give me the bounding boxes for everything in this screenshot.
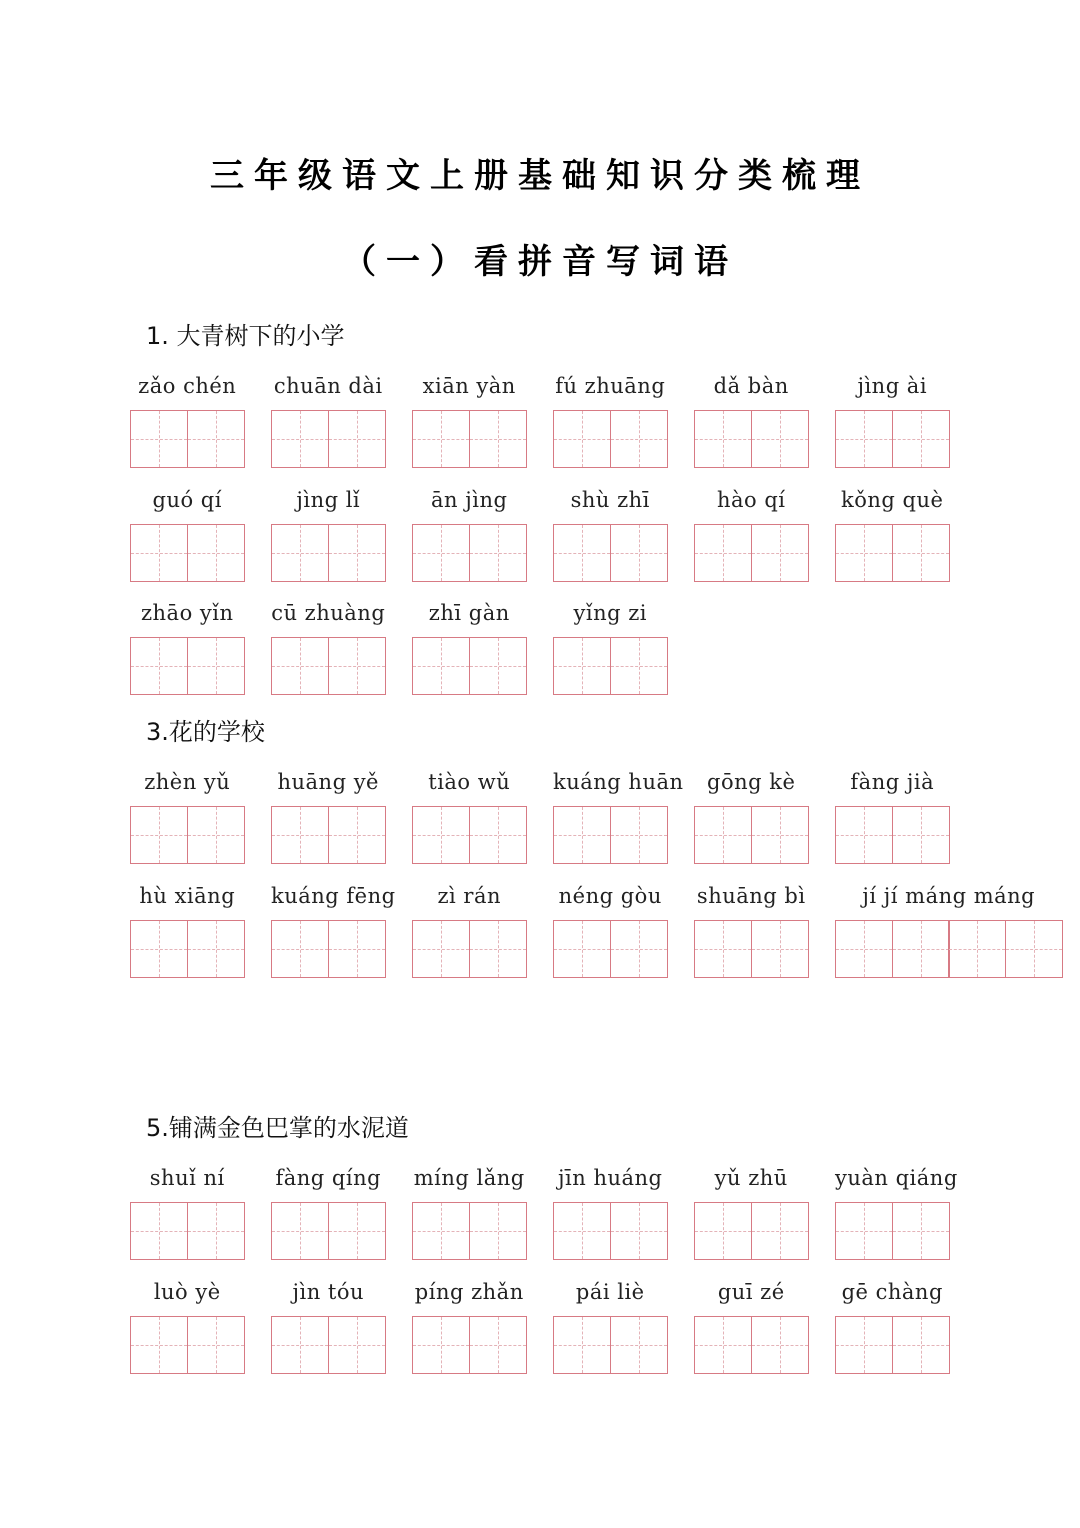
tianzige-cell[interactable] (892, 410, 950, 468)
tianzige-cell[interactable] (835, 410, 893, 468)
pinyin-label: zǎo chén (138, 374, 237, 398)
writing-grid (694, 806, 807, 864)
writing-grid (130, 1316, 243, 1374)
writing-grid (130, 806, 243, 864)
tianzige-cell[interactable] (553, 1202, 611, 1260)
pinyin-label: shuāng bì (696, 884, 806, 908)
tianzige-cell[interactable] (130, 806, 188, 864)
writing-grid (835, 806, 948, 864)
pinyin-label: míng lǎng (413, 1166, 525, 1190)
writing-grid (553, 806, 666, 864)
section-heading: 3.花的学校 (146, 718, 265, 746)
tianzige-cell[interactable] (412, 524, 470, 582)
writing-grid (553, 410, 666, 468)
tianzige-cell[interactable] (187, 524, 245, 582)
tianzige-cell[interactable] (328, 410, 386, 468)
pinyin-label: jīn huáng (558, 1166, 663, 1190)
writing-grid (271, 637, 384, 695)
writing-grid (412, 920, 525, 978)
pinyin-label: zhāo yǐn (140, 601, 234, 625)
writing-grid (271, 920, 384, 978)
pinyin-label: kuáng huān (553, 770, 684, 794)
pinyin-label: zhèn yǔ (144, 770, 231, 794)
writing-grid (271, 1316, 384, 1374)
pinyin-label: xiān yàn (422, 374, 516, 398)
tianzige-cell[interactable] (553, 1316, 611, 1374)
tianzige-cell[interactable] (610, 410, 668, 468)
tianzige-cell[interactable] (751, 524, 809, 582)
pinyin-label: yuàn qiáng (835, 1166, 958, 1190)
writing-grid (412, 524, 525, 582)
tianzige-cell[interactable] (553, 806, 611, 864)
writing-grid (694, 524, 807, 582)
tianzige-cell[interactable] (469, 1316, 527, 1374)
pinyin-label: jìng ài (857, 374, 928, 398)
pinyin-label: zì rán (437, 884, 502, 908)
pinyin-label: tiào wǔ (428, 770, 511, 794)
tianzige-cell[interactable] (694, 524, 752, 582)
writing-grid (271, 1202, 384, 1260)
tianzige-cell[interactable] (610, 524, 668, 582)
pinyin-label: ān jìng (431, 488, 508, 512)
tianzige-cell[interactable] (130, 920, 188, 978)
pinyin-label: kǒng què (841, 488, 944, 512)
pinyin-label: cū zhuàng (271, 601, 386, 625)
tianzige-cell[interactable] (694, 806, 752, 864)
pinyin-label: yǔ zhū (714, 1166, 788, 1190)
tianzige-cell[interactable] (412, 1202, 470, 1260)
pinyin-label: chuān dài (273, 374, 383, 398)
pinyin-label: guó qí (152, 488, 222, 512)
page-title: 三年级语文上册基础知识分类梳理 (210, 156, 870, 196)
tianzige-cell[interactable] (271, 920, 329, 978)
writing-grid (271, 410, 384, 468)
pinyin-label: hào qí (716, 488, 786, 512)
writing-grid (412, 806, 525, 864)
tianzige-cell[interactable] (271, 1202, 329, 1260)
tianzige-cell[interactable] (835, 524, 893, 582)
pinyin-label: pái liè (575, 1280, 645, 1304)
tianzige-cell[interactable] (469, 920, 527, 978)
tianzige-cell[interactable] (130, 637, 188, 695)
pinyin-label: fú zhuāng (555, 374, 666, 398)
tianzige-cell[interactable] (553, 410, 611, 468)
tianzige-cell[interactable] (835, 920, 893, 978)
tianzige-cell[interactable] (610, 637, 668, 695)
writing-grid (553, 637, 666, 695)
tianzige-cell[interactable] (751, 1202, 809, 1260)
section-heading: 1. 大青树下的小学 (146, 322, 345, 350)
tianzige-cell[interactable] (469, 410, 527, 468)
tianzige-cell[interactable] (271, 637, 329, 695)
tianzige-cell[interactable] (751, 410, 809, 468)
pinyin-label: gē chàng (841, 1280, 943, 1304)
tianzige-cell[interactable] (694, 920, 752, 978)
tianzige-cell[interactable] (694, 1202, 752, 1260)
exercise-title: （一）看拼音写词语 (342, 242, 738, 282)
tianzige-cell[interactable] (553, 920, 611, 978)
tianzige-cell[interactable] (130, 524, 188, 582)
tianzige-cell[interactable] (835, 1316, 893, 1374)
tianzige-cell[interactable] (469, 524, 527, 582)
tianzige-cell[interactable] (892, 806, 950, 864)
pinyin-label: jìng lǐ (296, 488, 361, 512)
tianzige-cell[interactable] (892, 1202, 950, 1260)
tianzige-cell[interactable] (328, 1316, 386, 1374)
tianzige-cell[interactable] (751, 1316, 809, 1374)
tianzige-cell[interactable] (187, 410, 245, 468)
writing-grid (694, 920, 807, 978)
pinyin-label: guī zé (717, 1280, 785, 1304)
writing-grid (553, 524, 666, 582)
writing-grid (130, 524, 243, 582)
tianzige-cell[interactable] (892, 1316, 950, 1374)
tianzige-cell[interactable] (187, 1316, 245, 1374)
tianzige-cell[interactable] (130, 1316, 188, 1374)
tianzige-cell[interactable] (610, 1316, 668, 1374)
tianzige-cell[interactable] (412, 806, 470, 864)
tianzige-cell[interactable] (271, 1316, 329, 1374)
writing-grid (412, 410, 525, 468)
tianzige-cell[interactable] (187, 920, 245, 978)
tianzige-cell[interactable] (271, 524, 329, 582)
pinyin-label: píng zhǎn (414, 1280, 524, 1304)
tianzige-cell[interactable] (271, 806, 329, 864)
writing-grid (835, 1202, 948, 1260)
tianzige-cell[interactable] (610, 1202, 668, 1260)
writing-grid (412, 1202, 525, 1260)
tianzige-cell[interactable] (751, 806, 809, 864)
writing-grid (553, 1316, 666, 1374)
tianzige-cell[interactable] (130, 410, 188, 468)
writing-grid (835, 524, 948, 582)
tianzige-cell[interactable] (328, 637, 386, 695)
writing-grid (130, 1202, 243, 1260)
tianzige-cell[interactable] (328, 806, 386, 864)
tianzige-cell[interactable] (187, 806, 245, 864)
writing-grid (835, 1316, 948, 1374)
tianzige-cell[interactable] (694, 410, 752, 468)
pinyin-label: yǐng zi (573, 601, 647, 625)
writing-grid (553, 920, 666, 978)
tianzige-cell[interactable] (469, 1202, 527, 1260)
tianzige-cell[interactable] (948, 920, 1006, 978)
pinyin-label: dǎ bàn (713, 374, 789, 398)
tianzige-cell[interactable] (694, 1316, 752, 1374)
writing-grid (130, 920, 243, 978)
writing-grid (271, 806, 384, 864)
writing-grid (412, 637, 525, 695)
pinyin-label: luò yè (153, 1280, 221, 1304)
tianzige-cell[interactable] (751, 920, 809, 978)
writing-grid (130, 410, 243, 468)
tianzige-cell[interactable] (328, 1202, 386, 1260)
writing-grid (835, 410, 948, 468)
tianzige-cell[interactable] (412, 920, 470, 978)
writing-grid (694, 1316, 807, 1374)
pinyin-label: zhī gàn (428, 601, 510, 625)
writing-grid (553, 1202, 666, 1260)
tianzige-cell[interactable] (469, 806, 527, 864)
tianzige-cell[interactable] (187, 1202, 245, 1260)
pinyin-label: kuáng fēng (271, 884, 396, 908)
pinyin-label: gōng kè (707, 770, 796, 794)
writing-grid (412, 1316, 525, 1374)
tianzige-cell[interactable] (130, 1202, 188, 1260)
tianzige-cell[interactable] (553, 524, 611, 582)
writing-grid (694, 410, 807, 468)
tianzige-cell[interactable] (469, 637, 527, 695)
pinyin-label: shuǐ ní (149, 1166, 225, 1190)
tianzige-cell[interactable] (892, 920, 950, 978)
tianzige-cell[interactable] (328, 524, 386, 582)
tianzige-cell[interactable] (610, 806, 668, 864)
writing-grid (694, 1202, 807, 1260)
tianzige-cell[interactable] (1005, 920, 1063, 978)
pinyin-label: huāng yě (277, 770, 379, 794)
tianzige-cell[interactable] (412, 1316, 470, 1374)
tianzige-cell[interactable] (892, 524, 950, 582)
pinyin-label: fàng qíng (275, 1166, 382, 1190)
pinyin-label: fàng jià (850, 770, 935, 794)
writing-grid (835, 920, 1061, 978)
pinyin-label: jí jí máng máng (862, 884, 1036, 908)
tianzige-cell[interactable] (412, 410, 470, 468)
tianzige-cell[interactable] (412, 637, 470, 695)
pinyin-label: néng gòu (558, 884, 662, 908)
pinyin-label: jìn tóu (292, 1280, 365, 1304)
tianzige-cell[interactable] (271, 410, 329, 468)
pinyin-label: shù zhī (570, 488, 650, 512)
pinyin-label: hù xiāng (139, 884, 236, 908)
writing-grid (271, 524, 384, 582)
section-heading: 5.铺满金色巴掌的水泥道 (146, 1114, 409, 1142)
tianzige-cell[interactable] (328, 920, 386, 978)
tianzige-cell[interactable] (553, 637, 611, 695)
tianzige-cell[interactable] (835, 806, 893, 864)
writing-grid (130, 637, 243, 695)
tianzige-cell[interactable] (187, 637, 245, 695)
tianzige-cell[interactable] (610, 920, 668, 978)
tianzige-cell[interactable] (835, 1202, 893, 1260)
